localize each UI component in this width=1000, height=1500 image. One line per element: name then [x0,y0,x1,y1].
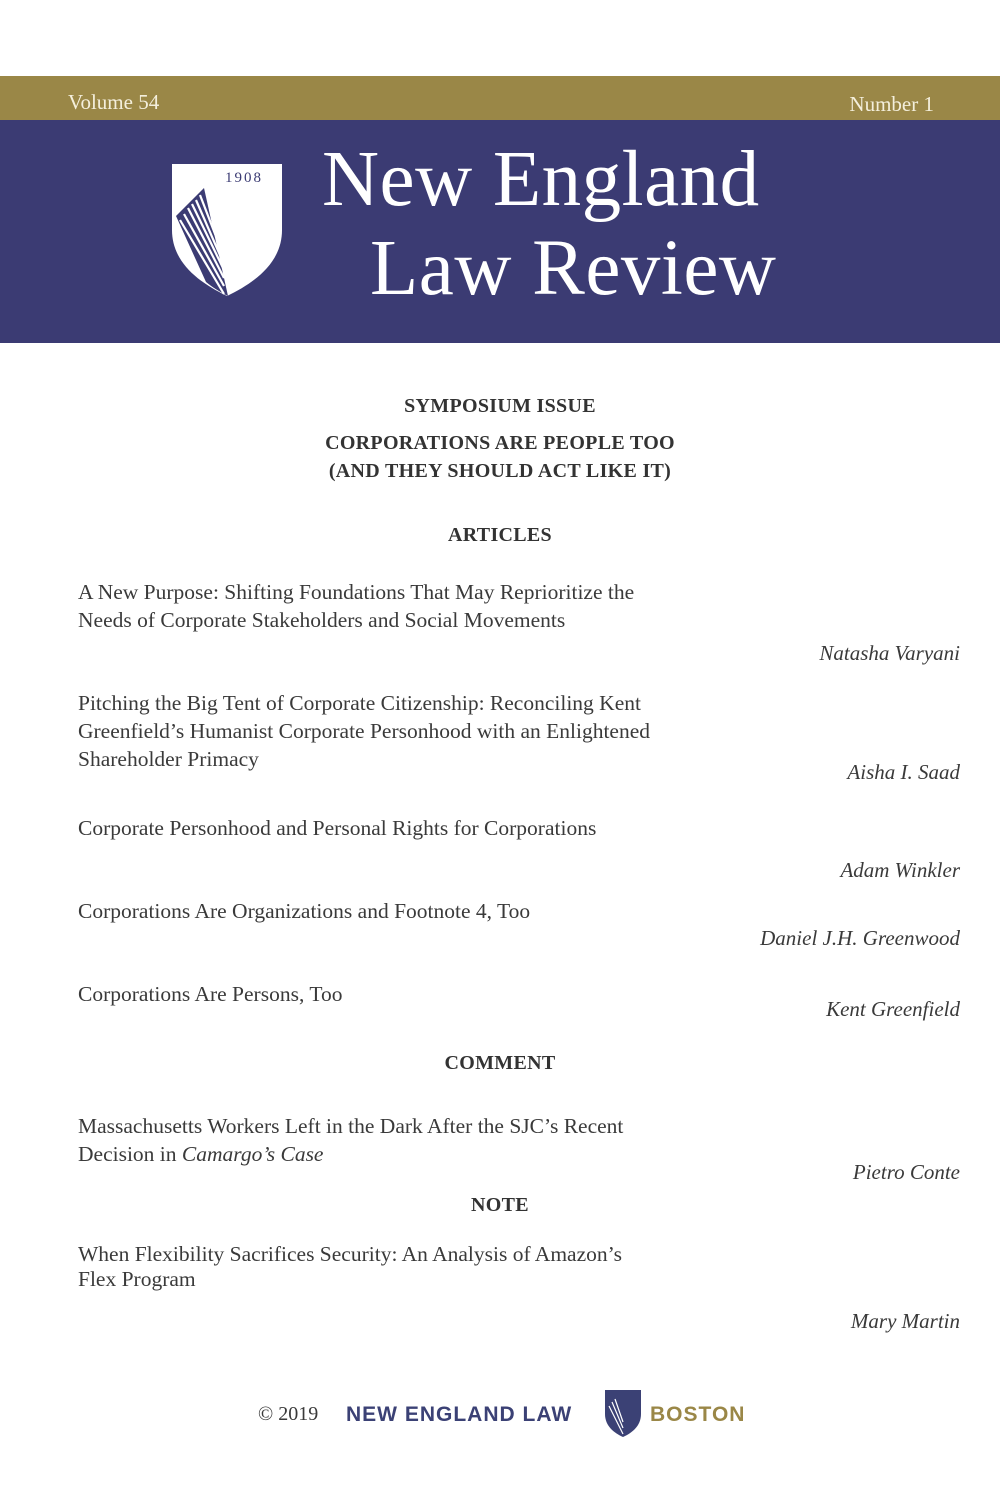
shield-logo-icon [168,158,286,298]
school-name: NEW ENGLAND LAW [346,1403,573,1426]
note-title: When Flexibility Sacrifices Security: An Analysis of Amazon’s Flex Program [78,1242,622,1291]
article-5-title: Corporations Are Persons, Too [78,982,343,1006]
shield-year: 1908 [225,170,263,186]
school-shield-icon [603,1388,643,1438]
article-1-title: A New Purpose: Shifting Foundations That May Reprioritize the Needs of Corporate Stakeholders and Social Movements [78,580,635,632]
volume-bar [0,76,1000,120]
journal-title-line-1: New England [322,136,760,223]
article-4-author: Daniel J.H. Greenwood [760,926,960,950]
symposium-title-line-2: (AND THEY SHOULD ACT LIKE IT) [328,460,672,482]
masthead [0,120,1000,343]
copyright: © 2019 [258,1403,319,1425]
footer [0,1384,1000,1440]
article-1-author: Natasha Varyani [819,641,960,665]
note-heading: NOTE [471,1194,529,1216]
journal-title-line-2: Law Review [370,225,777,312]
volume-label: Volume 54 [68,90,160,114]
article-3-title: Corporate Personhood and Personal Rights for Corporations [78,816,597,840]
comment-heading: COMMENT [444,1052,556,1074]
articles-heading: ARTICLES [448,524,552,546]
article-2-title: Pitching the Big Tent of Corporate Citizenship: Reconciling Kent Greenfield’s Humanist Corporate Personhood with an Enlightened Shareholder Primacy [78,691,651,771]
symposium-title-line-1: CORPORATIONS ARE PEOPLE TOO [325,432,675,454]
article-2-author: Aisha I. Saad [847,760,960,784]
article-5-author: Kent Greenfield [826,997,960,1021]
issue-number: Number 1 [849,92,934,116]
comment-author: Pietro Conte [852,1160,960,1184]
article-4-title: Corporations Are Organizations and Footnote 4, Too [78,899,531,923]
school-city: BOSTON [650,1403,746,1426]
symposium-label: SYMPOSIUM ISSUE [404,395,596,417]
note-author: Mary Martin [850,1309,960,1333]
comment-title: Massachusetts Workers Left in the Dark After the SJC’s Recent Decision in Camargo’s Case [78,1114,624,1166]
article-3-author: Adam Winkler [840,858,960,882]
